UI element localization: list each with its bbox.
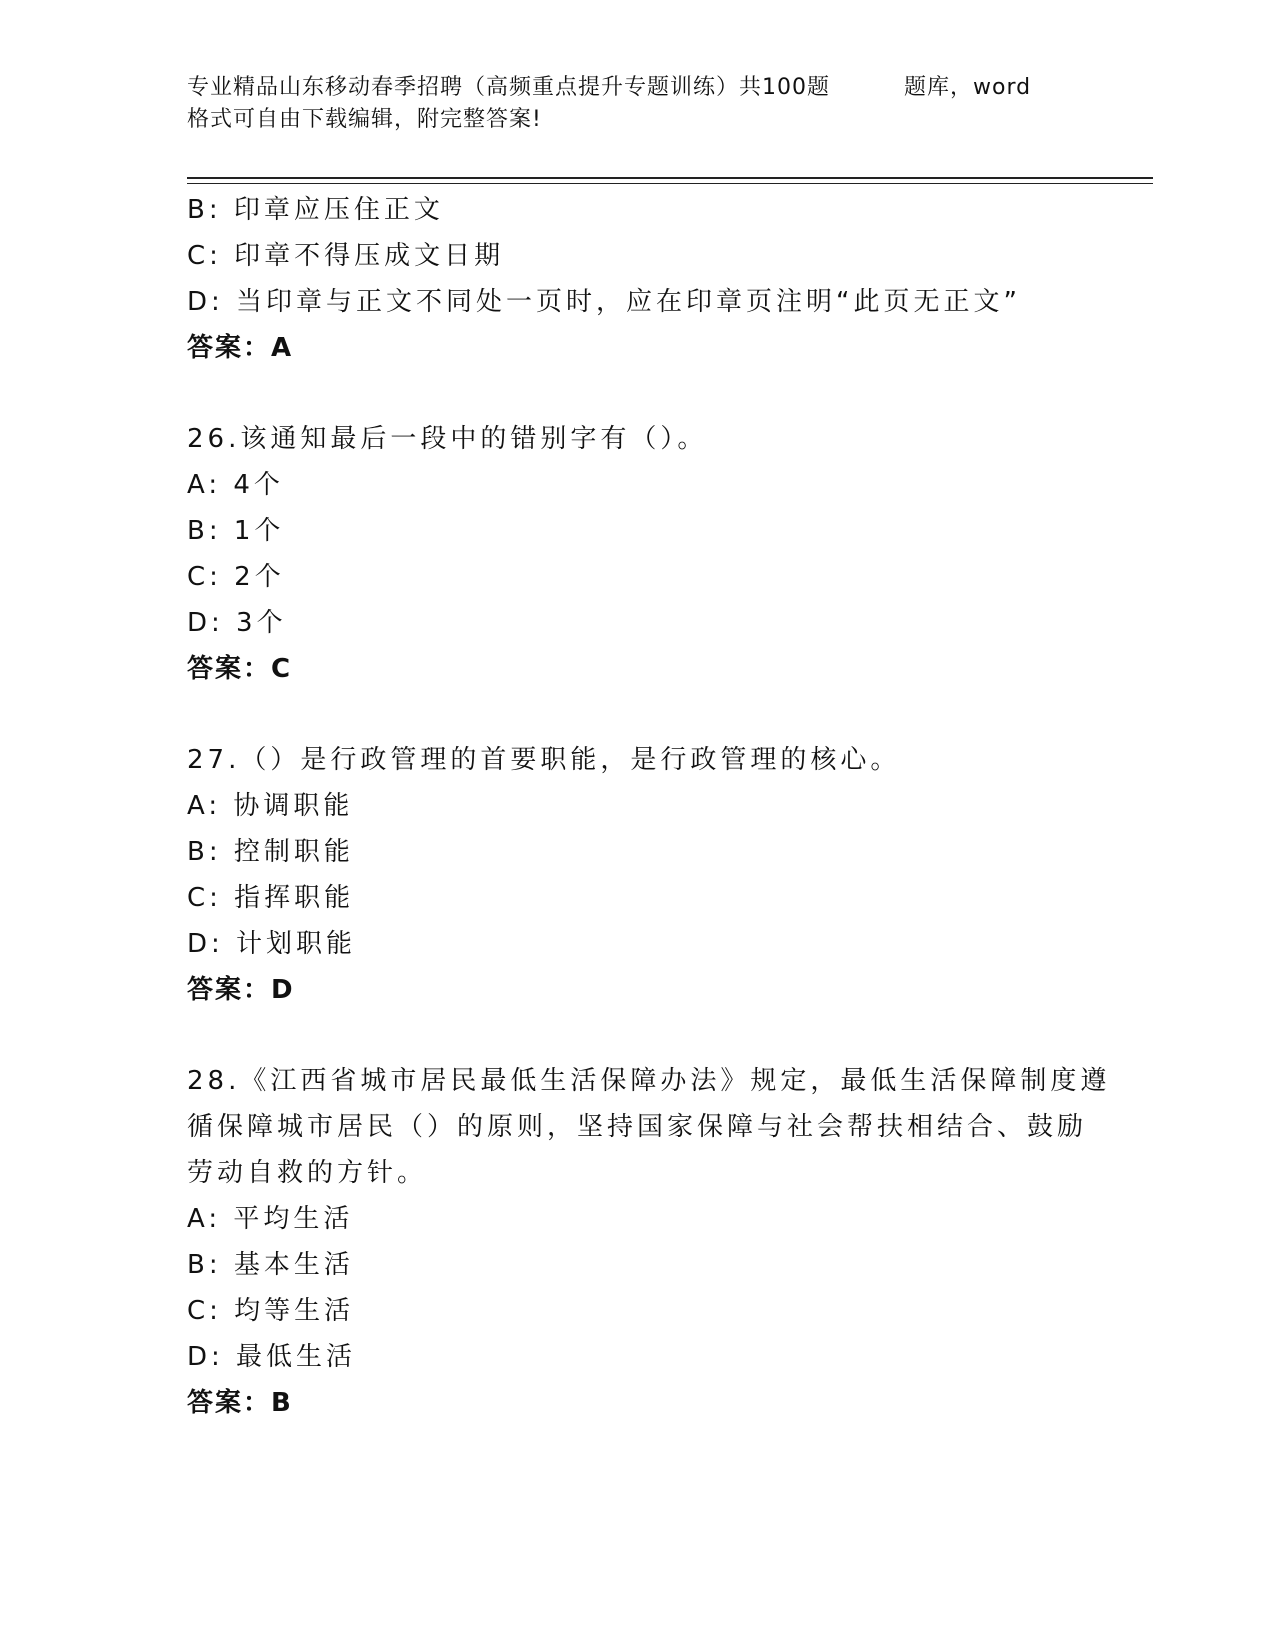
question-27 bbox=[187, 737, 1087, 1013]
answer-line: 答案：A bbox=[187, 333, 294, 363]
question-stem-line-3: 劳动自救的方针。 bbox=[187, 1158, 428, 1188]
question-stem-line-2: 循保障城市居民（）的原则，坚持国家保障与社会帮扶相结合、鼓励 bbox=[187, 1112, 1088, 1142]
option-c: C: 指挥职能 bbox=[187, 883, 355, 913]
answer-line: 答案：B bbox=[187, 1388, 293, 1418]
question-spacer bbox=[187, 692, 1087, 737]
option-a: A: 平均生活 bbox=[187, 1204, 354, 1234]
option-d: D: 3个 bbox=[187, 608, 287, 638]
question-stem: 26.该通知最后一段中的错别字有（）。 bbox=[187, 424, 708, 454]
header-line-1 bbox=[187, 72, 1087, 104]
option-b: B: 1个 bbox=[187, 516, 285, 546]
option-d: D: 当印章与正文不同处一页时，应在印章页注明“此页无正文” bbox=[187, 287, 1021, 317]
question-26 bbox=[187, 416, 1087, 692]
header-title: 专业精品山东移动春季招聘（高频重点提升专题训练）共100题 bbox=[187, 75, 830, 100]
page-header bbox=[187, 72, 1087, 136]
option-a: A: 协调职能 bbox=[187, 791, 354, 821]
question-spacer bbox=[187, 371, 1087, 416]
option-c: C: 印章不得压成文日期 bbox=[187, 241, 505, 271]
question-spacer bbox=[187, 1013, 1087, 1058]
answer-line: 答案：C bbox=[187, 654, 293, 684]
question-28 bbox=[187, 1058, 1111, 1426]
header-divider-thin bbox=[187, 183, 1153, 184]
option-c: C: 2个 bbox=[187, 562, 285, 592]
question-25-continued bbox=[187, 187, 1087, 371]
option-b: B: 基本生活 bbox=[187, 1250, 354, 1280]
answer-line: 答案：D bbox=[187, 975, 295, 1005]
option-c: C: 均等生活 bbox=[187, 1296, 355, 1326]
option-d: D: 最低生活 bbox=[187, 1342, 357, 1372]
document-body bbox=[187, 187, 1111, 1426]
question-stem-line-1: 28.《江西省城市居民最低生活保障办法》规定，最低生活保障制度遵 bbox=[187, 1066, 1111, 1096]
option-d: D: 计划职能 bbox=[187, 929, 357, 959]
question-stem: 27.（）是行政管理的首要职能，是行政管理的核心。 bbox=[187, 745, 901, 775]
option-b: B: 印章应压住正文 bbox=[187, 195, 444, 225]
header-title-suffix: 题库，word bbox=[904, 75, 1032, 100]
header-line-2: 格式可自由下载编辑，附完整答案! bbox=[187, 107, 542, 132]
header-divider-thick bbox=[187, 177, 1153, 179]
option-b: B: 控制职能 bbox=[187, 837, 354, 867]
option-a: A: 4个 bbox=[187, 470, 284, 500]
